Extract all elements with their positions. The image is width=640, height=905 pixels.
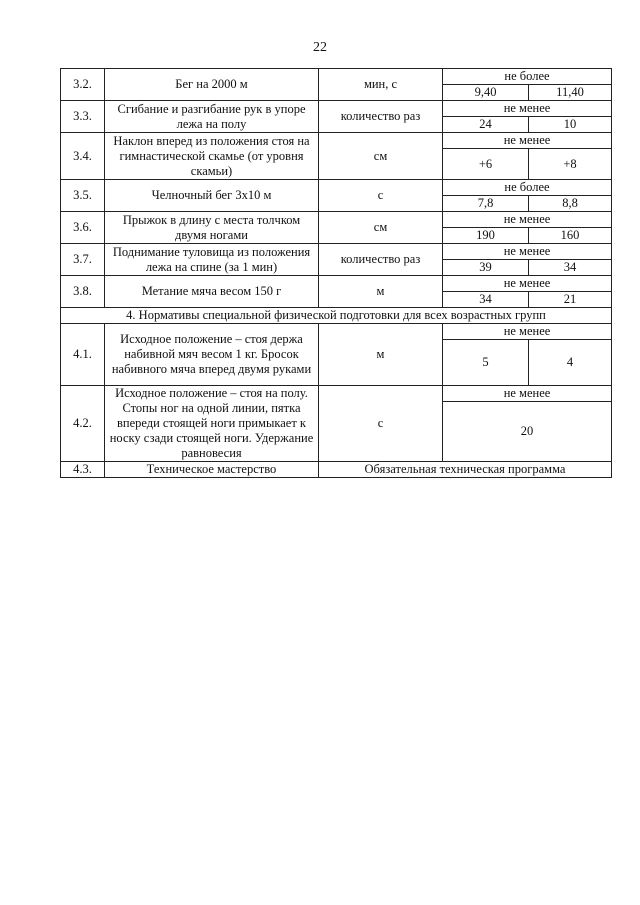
exercise-name: Исходное положение – стоя держа набивной мяч весом 1 кг. Бросок набивного мяча вперед двумя руками xyxy=(105,324,319,386)
criterion-cell: не менее xyxy=(443,101,612,117)
value-cell: 34 xyxy=(443,292,529,308)
value-cell: 39 xyxy=(443,260,529,276)
exercise-name: Исходное положение – стоя на полу. Стопы ног на одной линии, пятка впереди стоящей ноги примыкает к носку сзади стоящей ноги. Удержание равновесия xyxy=(105,386,319,462)
unit-cell: с xyxy=(319,386,443,462)
criterion-cell: не менее xyxy=(443,324,612,340)
row-number: 3.5. xyxy=(61,180,105,212)
value-cell: 160 xyxy=(529,228,612,244)
row-number: 3.8. xyxy=(61,276,105,308)
value-cell: +6 xyxy=(443,149,529,180)
value-cell: 5 xyxy=(443,340,529,386)
unit-cell: см xyxy=(319,133,443,180)
unit-cell: количество раз xyxy=(319,101,443,133)
table-row xyxy=(61,69,612,85)
row-number: 4.1. xyxy=(61,324,105,386)
table-row xyxy=(61,324,612,340)
exercise-name: Наклон вперед из положения стоя на гимнастической скамье (от уровня скамьи) xyxy=(105,133,319,180)
row-number: 4.2. xyxy=(61,386,105,462)
value-cell: 4 xyxy=(529,340,612,386)
value-cell: 190 xyxy=(443,228,529,244)
row-number: 3.6. xyxy=(61,212,105,244)
value-cell: 34 xyxy=(529,260,612,276)
row-number: 3.7. xyxy=(61,244,105,276)
exercise-name: Челночный бег 3х10 м xyxy=(105,180,319,212)
unit-cell: см xyxy=(319,212,443,244)
unit-cell: количество раз xyxy=(319,244,443,276)
table-row xyxy=(61,133,612,149)
criterion-cell: не более xyxy=(443,69,612,85)
value-cell: 20 xyxy=(443,402,612,462)
table-row xyxy=(61,101,612,117)
page-number: 22 xyxy=(313,40,327,55)
value-cell: 24 xyxy=(443,117,529,133)
criterion-cell: не менее xyxy=(443,276,612,292)
table-row xyxy=(61,276,612,292)
program-cell: Обязательная техническая программа xyxy=(319,462,612,478)
criterion-cell: не менее xyxy=(443,133,612,149)
criterion-cell: не менее xyxy=(443,212,612,228)
criterion-cell: не менее xyxy=(443,244,612,260)
section-header-row xyxy=(61,308,612,324)
exercise-name: Техническое мастерство xyxy=(105,462,319,478)
value-cell: 10 xyxy=(529,117,612,133)
exercise-name: Прыжок в длину с места толчком двумя ногами xyxy=(105,212,319,244)
value-cell: 9,40 xyxy=(443,85,529,101)
value-cell: 8,8 xyxy=(529,196,612,212)
exercise-name: Поднимание туловища из положения лежа на спине (за 1 мин) xyxy=(105,244,319,276)
row-number: 3.3. xyxy=(61,101,105,133)
unit-cell: м xyxy=(319,276,443,308)
value-cell: 7,8 xyxy=(443,196,529,212)
table-row xyxy=(61,180,612,196)
row-number: 3.4. xyxy=(61,133,105,180)
row-number: 3.2. xyxy=(61,69,105,101)
row-number: 4.3. xyxy=(61,462,105,478)
section-title: 4. Нормативы специальной физической подготовки для всех возрастных групп xyxy=(61,308,612,324)
unit-cell: с xyxy=(319,180,443,212)
exercise-name: Бег на 2000 м xyxy=(105,69,319,101)
criterion-cell: не менее xyxy=(443,386,612,402)
unit-cell: мин, с xyxy=(319,69,443,101)
value-cell: 21 xyxy=(529,292,612,308)
exercise-name: Метание мяча весом 150 г xyxy=(105,276,319,308)
table-row xyxy=(61,212,612,228)
criterion-cell: не более xyxy=(443,180,612,196)
value-cell: 11,40 xyxy=(529,85,612,101)
unit-cell: м xyxy=(319,324,443,386)
norms-table xyxy=(60,68,612,478)
table-row xyxy=(61,386,612,402)
value-cell: +8 xyxy=(529,149,612,180)
table-row xyxy=(61,244,612,260)
exercise-name: Сгибание и разгибание рук в упоре лежа на полу xyxy=(105,101,319,133)
table-row xyxy=(61,462,612,478)
